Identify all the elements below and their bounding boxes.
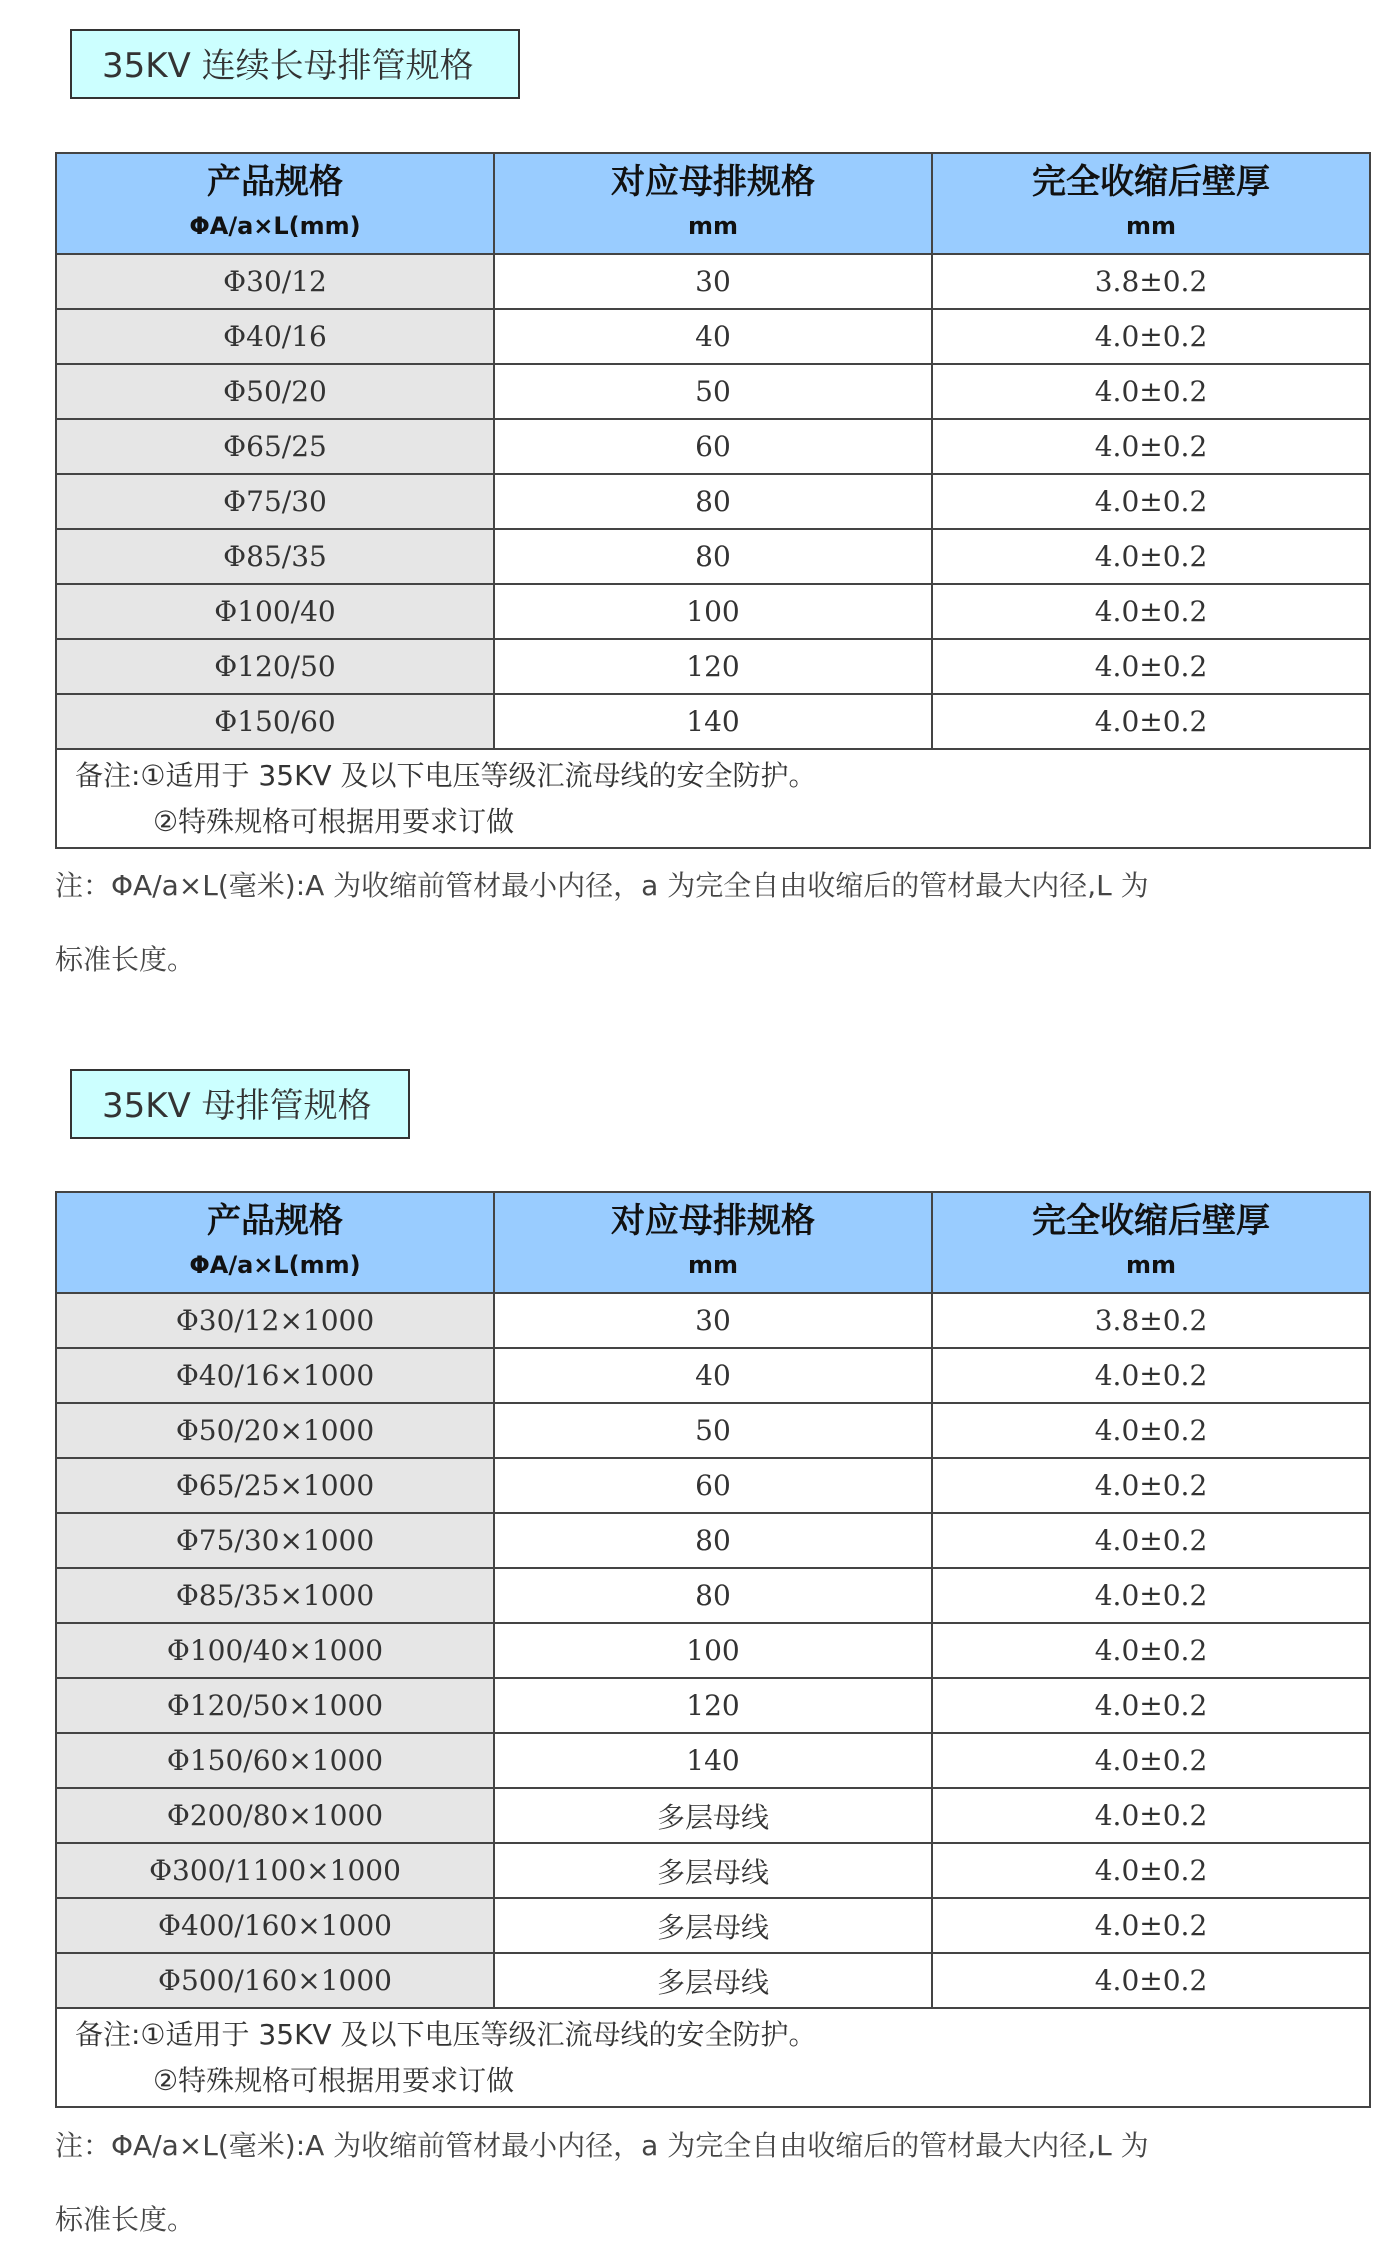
table-row	[56, 1623, 1370, 1678]
table-cell: 4.0±0.2	[932, 1898, 1370, 1953]
table-cell: 30	[494, 1293, 932, 1348]
spec-table-1	[55, 152, 1371, 849]
table-cell: Φ40/16×1000	[56, 1348, 494, 1403]
table-row	[56, 1843, 1370, 1898]
table-cell: 30	[494, 254, 932, 309]
table-cell: 100	[494, 584, 932, 639]
table-cell: 4.0±0.2	[932, 694, 1370, 749]
table-cell: 50	[494, 364, 932, 419]
table-row	[56, 639, 1370, 694]
table-cell: Φ300/1100×1000	[56, 1843, 494, 1898]
table-cell: Φ50/20×1000	[56, 1403, 494, 1458]
column-header	[494, 1192, 932, 1293]
table-cell: 100	[494, 1623, 932, 1678]
spec-table-2	[55, 1191, 1371, 2108]
table-cell: 140	[494, 694, 932, 749]
table-cell: 多层母线	[494, 1843, 932, 1898]
table-row	[56, 584, 1370, 639]
remark-cell	[56, 749, 1370, 848]
table-cell: 40	[494, 309, 932, 364]
header-label: 对应母排规格	[611, 161, 815, 202]
table-cell: 80	[494, 529, 932, 584]
table-cell: 80	[494, 1568, 932, 1623]
footnote-line1: 注：ΦA/a×L(毫米):A 为收缩前管材最小内径，a 为完全自由收缩后的管材最大内径,L 为	[55, 2129, 1149, 2162]
table-cell: 4.0±0.2	[932, 474, 1370, 529]
table-cell: 4.0±0.2	[932, 1568, 1370, 1623]
table-row	[56, 1348, 1370, 1403]
table-cell: 140	[494, 1733, 932, 1788]
table-row	[56, 694, 1370, 749]
table-row	[56, 364, 1370, 419]
table-cell: 4.0±0.2	[932, 1788, 1370, 1843]
header-row	[56, 1192, 1370, 1293]
table-cell: 4.0±0.2	[932, 1348, 1370, 1403]
section-title: 35KV 连续长母排管规格	[70, 29, 520, 99]
footnote-line2: 标准长度。	[55, 943, 196, 976]
table-cell: 多层母线	[494, 1953, 932, 2008]
table-row	[56, 1568, 1370, 1623]
table-cell: 4.0±0.2	[932, 1513, 1370, 1568]
table-cell: 50	[494, 1403, 932, 1458]
table-cell: 40	[494, 1348, 932, 1403]
table-cell: 多层母线	[494, 1788, 932, 1843]
column-header	[932, 153, 1370, 254]
column-header	[56, 1192, 494, 1293]
table-cell: 80	[494, 1513, 932, 1568]
remark-line1: 备注:①适用于 35KV 及以下电压等级汇流母线的安全防护。	[75, 758, 817, 792]
table-row	[56, 1733, 1370, 1788]
footnote-line2: 标准长度。	[55, 2203, 196, 2236]
table-row	[56, 1513, 1370, 1568]
column-header	[494, 153, 932, 254]
table-cell: 4.0±0.2	[932, 1733, 1370, 1788]
table-cell: Φ30/12	[56, 254, 494, 309]
table-row	[56, 1788, 1370, 1843]
header-unit: mm	[1125, 1250, 1176, 1279]
table-cell: 3.8±0.2	[932, 1293, 1370, 1348]
header-label: 完全收缩后壁厚	[1032, 161, 1270, 202]
column-header	[56, 153, 494, 254]
table-cell: 4.0±0.2	[932, 1678, 1370, 1733]
table-cell: 4.0±0.2	[932, 1458, 1370, 1513]
table-row	[56, 474, 1370, 529]
table-cell: Φ75/30	[56, 474, 494, 529]
header-label: 产品规格	[207, 161, 343, 202]
table-cell: Φ65/25×1000	[56, 1458, 494, 1513]
table-cell: 3.8±0.2	[932, 254, 1370, 309]
header-unit: mm	[687, 1250, 738, 1279]
table-cell: 多层母线	[494, 1898, 932, 1953]
table-cell: 4.0±0.2	[932, 364, 1370, 419]
table-cell: 4.0±0.2	[932, 419, 1370, 474]
table-cell: 4.0±0.2	[932, 639, 1370, 694]
footnote-line1: 注：ΦA/a×L(毫米):A 为收缩前管材最小内径，a 为完全自由收缩后的管材最大内径,L 为	[55, 869, 1149, 902]
table-cell: Φ85/35	[56, 529, 494, 584]
table-cell: 120	[494, 1678, 932, 1733]
table-cell: Φ100/40×1000	[56, 1623, 494, 1678]
table-cell: 60	[494, 1458, 932, 1513]
table-row	[56, 419, 1370, 474]
table-cell: Φ500/160×1000	[56, 1953, 494, 2008]
table-cell: Φ85/35×1000	[56, 1568, 494, 1623]
table-cell: 4.0±0.2	[932, 1843, 1370, 1898]
remark-row	[56, 749, 1370, 848]
table-cell: 4.0±0.2	[932, 309, 1370, 364]
table-cell: Φ150/60×1000	[56, 1733, 494, 1788]
table-row	[56, 1293, 1370, 1348]
table-cell: Φ120/50	[56, 639, 494, 694]
table-cell: Φ30/12×1000	[56, 1293, 494, 1348]
header-label: 产品规格	[207, 1200, 343, 1241]
table-row	[56, 1898, 1370, 1953]
column-header	[932, 1192, 1370, 1293]
header-unit: ΦA/a×L(mm)	[189, 211, 361, 240]
table-cell: 4.0±0.2	[932, 584, 1370, 639]
remark-line2: ②特殊规格可根据用要求订做	[153, 2063, 515, 2097]
table-cell: Φ40/16	[56, 309, 494, 364]
table-row	[56, 1458, 1370, 1513]
table-row	[56, 1678, 1370, 1733]
table-cell: Φ200/80×1000	[56, 1788, 494, 1843]
table-row	[56, 1403, 1370, 1458]
remark-row	[56, 2008, 1370, 2107]
table-cell: 120	[494, 639, 932, 694]
table-cell: Φ100/40	[56, 584, 494, 639]
table-row	[56, 529, 1370, 584]
table-cell: 60	[494, 419, 932, 474]
header-unit: mm	[687, 211, 738, 240]
table-cell: Φ65/25	[56, 419, 494, 474]
table-cell: 4.0±0.2	[932, 1623, 1370, 1678]
header-unit: mm	[1125, 211, 1176, 240]
table-row	[56, 1953, 1370, 2008]
header-row	[56, 153, 1370, 254]
table-cell: 4.0±0.2	[932, 529, 1370, 584]
remark-cell	[56, 2008, 1370, 2107]
section-title: 35KV 母排管规格	[70, 1069, 410, 1139]
header-unit: ΦA/a×L(mm)	[189, 1250, 361, 1279]
remark-line1: 备注:①适用于 35KV 及以下电压等级汇流母线的安全防护。	[75, 2017, 817, 2051]
table-cell: Φ75/30×1000	[56, 1513, 494, 1568]
table-cell: 80	[494, 474, 932, 529]
table-cell: 4.0±0.2	[932, 1953, 1370, 2008]
table-cell: Φ120/50×1000	[56, 1678, 494, 1733]
table-cell: Φ50/20	[56, 364, 494, 419]
table-cell: 4.0±0.2	[932, 1403, 1370, 1458]
table-cell: Φ400/160×1000	[56, 1898, 494, 1953]
table-row	[56, 309, 1370, 364]
header-label: 完全收缩后壁厚	[1032, 1200, 1270, 1241]
table-row	[56, 254, 1370, 309]
remark-line2: ②特殊规格可根据用要求订做	[153, 804, 515, 838]
header-label: 对应母排规格	[611, 1200, 815, 1241]
table-cell: Φ150/60	[56, 694, 494, 749]
